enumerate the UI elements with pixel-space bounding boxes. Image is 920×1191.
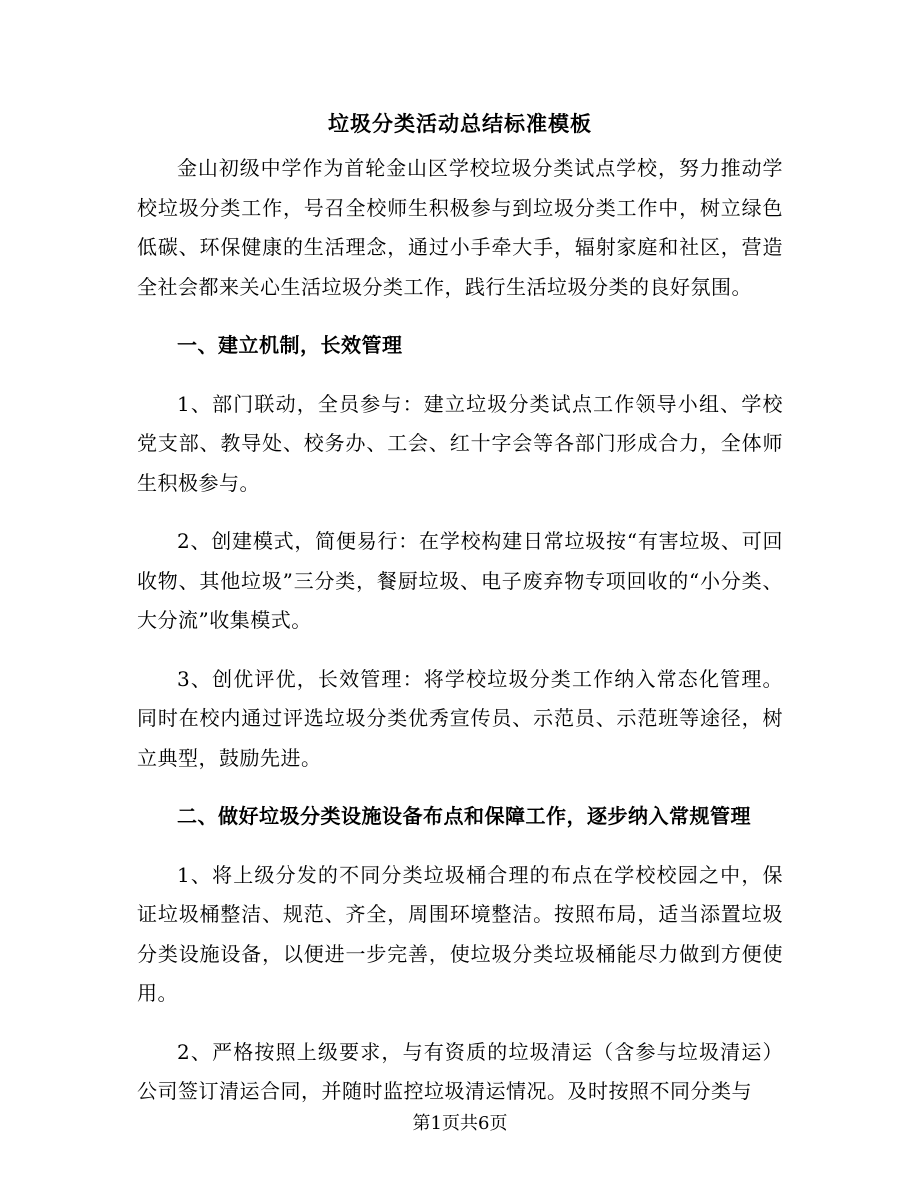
- page-indicator: 第1页共6页: [412, 1113, 508, 1134]
- document-title: 垃圾分类活动总结标准模板: [328, 111, 592, 136]
- section-2-heading: 二、做好垃圾分类设施设备布点和保障工作，逐步纳入常规管理: [177, 804, 751, 828]
- section-1-item-3: 3、创优评优，长效管理：将学校垃圾分类工作纳入常态化管理。同时在校内通过评选垃圾分类优秀宣传员、示范员、示范班等途径，树立典型，鼓励先进。: [137, 666, 783, 770]
- section-1-item-2: 2、创建模式，简便易行：在学校构建日常垃圾按“有害垃圾、可回收物、其他垃圾”三分类，餐厨垃圾、电子废弃物专项回收的“小分类、大分流”收集模式。: [137, 529, 783, 632]
- document-body: [137, 149, 783, 1131]
- section-1-item-1: 1、部门联动，全员参与：建立垃圾分类试点工作领导小组、学校党支部、教导处、校务办、工会、红十字会等各部门形成合力，全体师生积极参与。: [137, 391, 783, 495]
- section-1-heading: 一、建立机制，长效管理: [177, 333, 403, 357]
- section-2-item-2: 2、严格按照上级要求，与有资质的垃圾清运（含参与垃圾清运）公司签订清运合同，并随时监控垃圾清运情况。及时按照不同分类与: [137, 1039, 783, 1103]
- intro-paragraph: 金山初级中学作为首轮金山区学校垃圾分类试点学校，努力推动学校垃圾分类工作，号召全校师生积极参与到垃圾分类工作中，树立绿色低碳、环保健康的生活理念，通过小手牵大手，辐射家庭和社区，营造全社会都来关心生活垃圾分类工作，践行生活垃圾分类的良好氛围。: [137, 156, 783, 299]
- section-2-item-1: 1、将上级分发的不同分类垃圾桶合理的布点在学校校园之中，保证垃圾桶整洁、规范、齐全，周围环境整洁。按照布局，适当添置垃圾分类设施设备，以便进一步完善，使垃圾分类垃圾桶能尽力做到方便使用。: [137, 862, 783, 1005]
